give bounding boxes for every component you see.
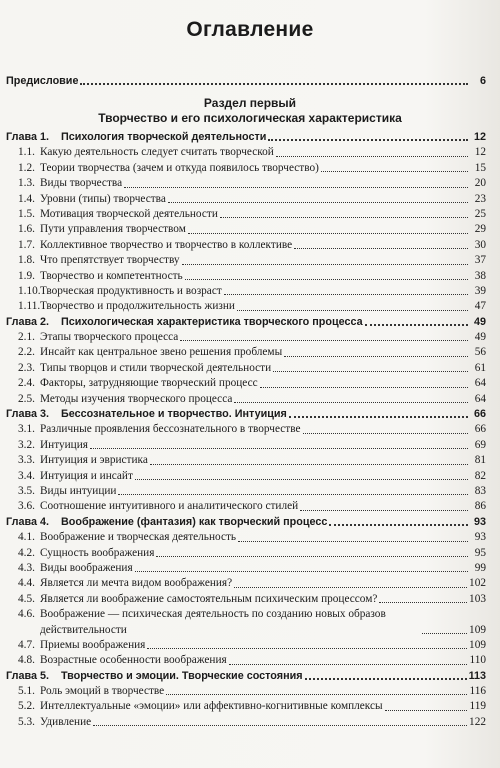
toc-label: Какую деятельность следует считать творческой — [40, 146, 274, 159]
toc-page-number: 66 — [474, 423, 486, 436]
toc-number: 4.7. — [18, 638, 35, 651]
toc-page-number: 29 — [474, 223, 486, 236]
toc-number: 4.8. — [18, 654, 35, 667]
toc-item[interactable] — [6, 361, 486, 376]
toc-number: 3.6. — [18, 500, 35, 513]
toc-page-number: 109 — [469, 623, 486, 636]
toc-label: Психологическая характеристика творческого процесса — [61, 315, 363, 328]
leader-dots — [147, 637, 467, 649]
toc-page-number: 99 — [474, 561, 486, 574]
preface-page: 6 — [479, 74, 486, 87]
toc-item[interactable] — [6, 176, 486, 191]
toc-label: Удивление — [40, 715, 92, 728]
toc-page-number: 15 — [474, 161, 486, 174]
toc-chapter[interactable] — [6, 407, 486, 422]
toc-item[interactable] — [6, 638, 486, 653]
toc-label: Соотношение интуитивного и аналитического стилей — [40, 500, 299, 513]
toc-number: 1.9. — [18, 269, 35, 282]
toc-label: Творчество и компетентность — [40, 269, 183, 282]
toc-label: Творчество и продолжительность жизни — [40, 300, 235, 313]
toc-page-number: 69 — [474, 438, 486, 451]
section-title: Творчество и его психологическая характеристика — [98, 111, 402, 125]
toc-label: Виды интуиции — [40, 484, 117, 497]
toc-page-number: 82 — [474, 469, 486, 482]
toc-number: 5.3. — [18, 715, 35, 728]
leader-dots — [188, 222, 468, 234]
leader-dots — [118, 483, 468, 495]
leader-dots — [273, 360, 468, 372]
toc-page-number: 95 — [474, 546, 486, 559]
toc-label: Мотивация творческой деятельности — [40, 207, 218, 220]
leader-dots — [268, 128, 468, 141]
toc-label: Интеллектуальные «эмоции» или аффективно-когнитивные комплексы — [40, 700, 383, 713]
toc-label: Воображение (фантазия) как творческий процесс — [61, 515, 328, 528]
leader-dots — [229, 653, 468, 665]
leader-dots — [300, 499, 468, 511]
leader-dots — [294, 237, 468, 249]
leader-dots — [237, 299, 468, 311]
toc-label: Пути управления творчеством — [40, 223, 186, 236]
toc-chapter[interactable] — [6, 669, 486, 684]
leader-dots — [168, 191, 468, 203]
toc-label: Коллективное творчество и творчество в коллективе — [40, 238, 293, 251]
toc-label: Творчество и эмоции. Творческие состояния — [61, 669, 303, 682]
toc-item[interactable] — [6, 330, 486, 345]
preface-label: Предисловие — [6, 74, 79, 87]
toc-number: 3.3. — [18, 454, 35, 467]
leader-dots — [182, 253, 468, 265]
toc-page-number: 93 — [473, 515, 486, 528]
toc-number: 2.4. — [18, 377, 35, 390]
toc-item[interactable] — [6, 207, 486, 222]
toc-number: 1.5. — [18, 207, 35, 220]
leader-dots — [365, 313, 468, 326]
toc-number: 4.3. — [18, 561, 35, 574]
toc-label: Бессознательное и творчество. Интуиция — [61, 408, 287, 421]
toc-number: 2.5. — [18, 392, 35, 405]
preface-entry[interactable] — [6, 74, 486, 89]
toc-page-number: 83 — [474, 484, 486, 497]
toc-item[interactable] — [6, 345, 486, 360]
toc-label: Является ли мечта видом воображения? — [40, 577, 233, 590]
toc-page-number: 20 — [474, 177, 486, 190]
toc-number: 4.5. — [18, 592, 35, 605]
toc-label: Роль эмоций в творчестве — [40, 685, 165, 698]
toc-number: 5.1. — [18, 685, 35, 698]
toc-page-number: 12 — [473, 130, 486, 143]
toc-page-number: 119 — [469, 700, 486, 713]
leader-dots — [276, 145, 468, 157]
toc-number: 4.4. — [18, 577, 35, 590]
toc-page-number: 64 — [474, 392, 486, 405]
toc-number: 2.1. — [18, 331, 35, 344]
table-of-contents — [6, 130, 486, 730]
leader-dots — [305, 667, 467, 680]
toc-item[interactable] — [6, 684, 486, 699]
section-heading — [0, 96, 500, 126]
toc-label: Виды творчества — [40, 177, 123, 190]
leader-dots — [135, 468, 468, 480]
toc-page-number: 93 — [474, 531, 486, 544]
leader-dots — [238, 530, 468, 542]
toc-number: 3.2. — [18, 438, 35, 451]
toc-page-number: 81 — [474, 454, 486, 467]
toc-page-number: 37 — [474, 254, 486, 267]
toc-page-number: 38 — [474, 269, 486, 282]
toc-number: 1.2. — [18, 161, 35, 174]
leader-dots — [150, 453, 468, 465]
toc-number: 1.4. — [18, 192, 35, 205]
toc-item[interactable] — [6, 715, 486, 730]
toc-page-number: 49 — [474, 331, 486, 344]
toc-label: Различные проявления бессознательного в творчестве — [40, 423, 301, 436]
leader-dots — [224, 283, 468, 295]
toc-item[interactable] — [6, 422, 486, 437]
toc-number: 3.5. — [18, 484, 35, 497]
toc-label: Воображение — психическая деятельность по созданию новых образов действительности — [40, 608, 386, 636]
toc-number: 1.1. — [18, 146, 35, 159]
toc-chapter[interactable] — [6, 130, 486, 145]
toc-page-number: 61 — [474, 361, 486, 374]
leader-dots — [93, 714, 467, 726]
toc-page-number: 64 — [474, 377, 486, 390]
toc-page-number: 116 — [469, 685, 486, 698]
leader-dots — [234, 391, 468, 403]
page-title: Оглавление — [186, 18, 314, 41]
toc-number: 3.1. — [18, 423, 35, 436]
leader-dots — [385, 699, 468, 711]
toc-page-number: 86 — [474, 500, 486, 513]
leader-dots — [379, 591, 467, 603]
toc-number: 2.2. — [18, 346, 35, 359]
leader-dots — [124, 176, 468, 188]
toc-label: Психология творческой деятельности — [61, 130, 267, 143]
toc-label: Факторы, затрудняющие творческий процесс — [40, 377, 258, 390]
leader-dots — [135, 560, 468, 572]
leader-dots — [90, 437, 468, 449]
leader-dots — [156, 545, 468, 557]
toc-label: Интуиция и эвристика — [40, 454, 148, 467]
toc-item[interactable] — [6, 222, 486, 237]
toc-number: 1.11. — [18, 300, 41, 313]
toc-label: Интуиция — [40, 438, 88, 451]
toc-number: 1.10. — [18, 284, 41, 297]
toc-number: 4.6. — [18, 608, 35, 621]
toc-label: Сущность воображения — [40, 546, 155, 559]
toc-item[interactable] — [6, 699, 486, 714]
toc-item[interactable] — [6, 607, 486, 638]
toc-item[interactable] — [6, 469, 486, 484]
leader-dots — [166, 683, 467, 695]
toc-page-number: 39 — [474, 284, 486, 297]
toc-item[interactable] — [6, 484, 486, 499]
leader-dots — [422, 622, 467, 634]
toc-item[interactable] — [6, 530, 486, 545]
toc-chapter[interactable] — [6, 515, 486, 530]
toc-item[interactable] — [6, 561, 486, 576]
leader-dots — [260, 376, 468, 388]
toc-item[interactable] — [6, 161, 486, 176]
toc-page-number: 110 — [469, 654, 486, 667]
leader-dots — [185, 268, 468, 280]
toc-number: Глава 2. — [6, 315, 49, 328]
toc-label: Является ли воображение самостоятельным психическим процессом? — [40, 592, 378, 605]
toc-page-number: 113 — [468, 669, 486, 682]
toc-number: 1.8. — [18, 254, 35, 267]
toc-chapter[interactable] — [6, 315, 486, 330]
toc-label: Инсайт как центральное звено решения проблемы — [40, 346, 283, 359]
leader-dots — [303, 422, 468, 434]
toc-item[interactable] — [6, 376, 486, 391]
toc-item[interactable] — [6, 576, 486, 591]
toc-label: Методы изучения творческого процесса — [40, 392, 233, 405]
toc-label: Уровни (типы) творчества — [40, 192, 166, 205]
toc-label: Типы творцов и стили творческой деятельности — [40, 361, 272, 374]
toc-number: Глава 5. — [6, 669, 49, 682]
toc-page-number: 103 — [469, 592, 486, 605]
leader-dots — [180, 329, 468, 341]
toc-item[interactable] — [6, 269, 486, 284]
toc-number: 1.3. — [18, 177, 35, 190]
toc-number: 2.3. — [18, 361, 35, 374]
toc-page-number: 122 — [469, 715, 486, 728]
toc-label: Возрастные особенности воображения — [40, 654, 227, 667]
leader-dots — [220, 206, 468, 218]
toc-page-number: 23 — [474, 192, 486, 205]
toc-item[interactable] — [6, 238, 486, 253]
leader-dots — [80, 72, 468, 85]
toc-item[interactable] — [6, 284, 486, 299]
toc-page-number: 12 — [474, 146, 486, 159]
toc-number: Глава 1. — [6, 130, 49, 143]
toc-label: Творческая продуктивность и возраст — [40, 284, 222, 297]
toc-item[interactable] — [6, 192, 486, 207]
toc-label: Интуиция и инсайт — [40, 469, 133, 482]
toc-label: Воображение и творческая деятельность — [40, 531, 237, 544]
toc-label: Этапы творческого процесса — [40, 331, 179, 344]
leader-dots — [329, 513, 468, 526]
toc-number: 4.2. — [18, 546, 35, 559]
leader-dots — [234, 576, 467, 588]
toc-label: Теории творчества (зачем и откуда появилось творчество) — [40, 161, 319, 174]
toc-page-number: 109 — [469, 638, 486, 651]
toc-item[interactable] — [6, 253, 486, 268]
toc-label: Виды воображения — [40, 561, 133, 574]
toc-page-number: 49 — [473, 315, 486, 328]
toc-page-number: 30 — [474, 238, 486, 251]
leader-dots — [284, 345, 468, 357]
toc-number: 3.4. — [18, 469, 35, 482]
toc-number: Глава 3. — [6, 408, 49, 421]
toc-number: 1.6. — [18, 223, 35, 236]
toc-page-number: 102 — [469, 577, 486, 590]
toc-page-number: 47 — [474, 300, 486, 313]
leader-dots — [289, 405, 468, 418]
toc-label: Приемы воображения — [40, 638, 146, 651]
toc-item[interactable] — [6, 546, 486, 561]
toc-page-number: 56 — [474, 346, 486, 359]
toc-label: Что препятствует творчеству — [40, 254, 180, 267]
toc-number: Глава 4. — [6, 515, 49, 528]
toc-number: 4.1. — [18, 531, 35, 544]
section-number: Раздел первый — [203, 96, 297, 110]
toc-item[interactable] — [6, 438, 486, 453]
toc-number: 1.7. — [18, 238, 35, 251]
toc-item[interactable] — [6, 145, 486, 160]
leader-dots — [321, 160, 468, 172]
toc-number: 5.2. — [18, 700, 35, 713]
toc-page-number: 25 — [474, 207, 486, 220]
toc-item[interactable] — [6, 453, 486, 468]
toc-page-number: 66 — [473, 408, 486, 421]
toc-item[interactable] — [6, 592, 486, 607]
